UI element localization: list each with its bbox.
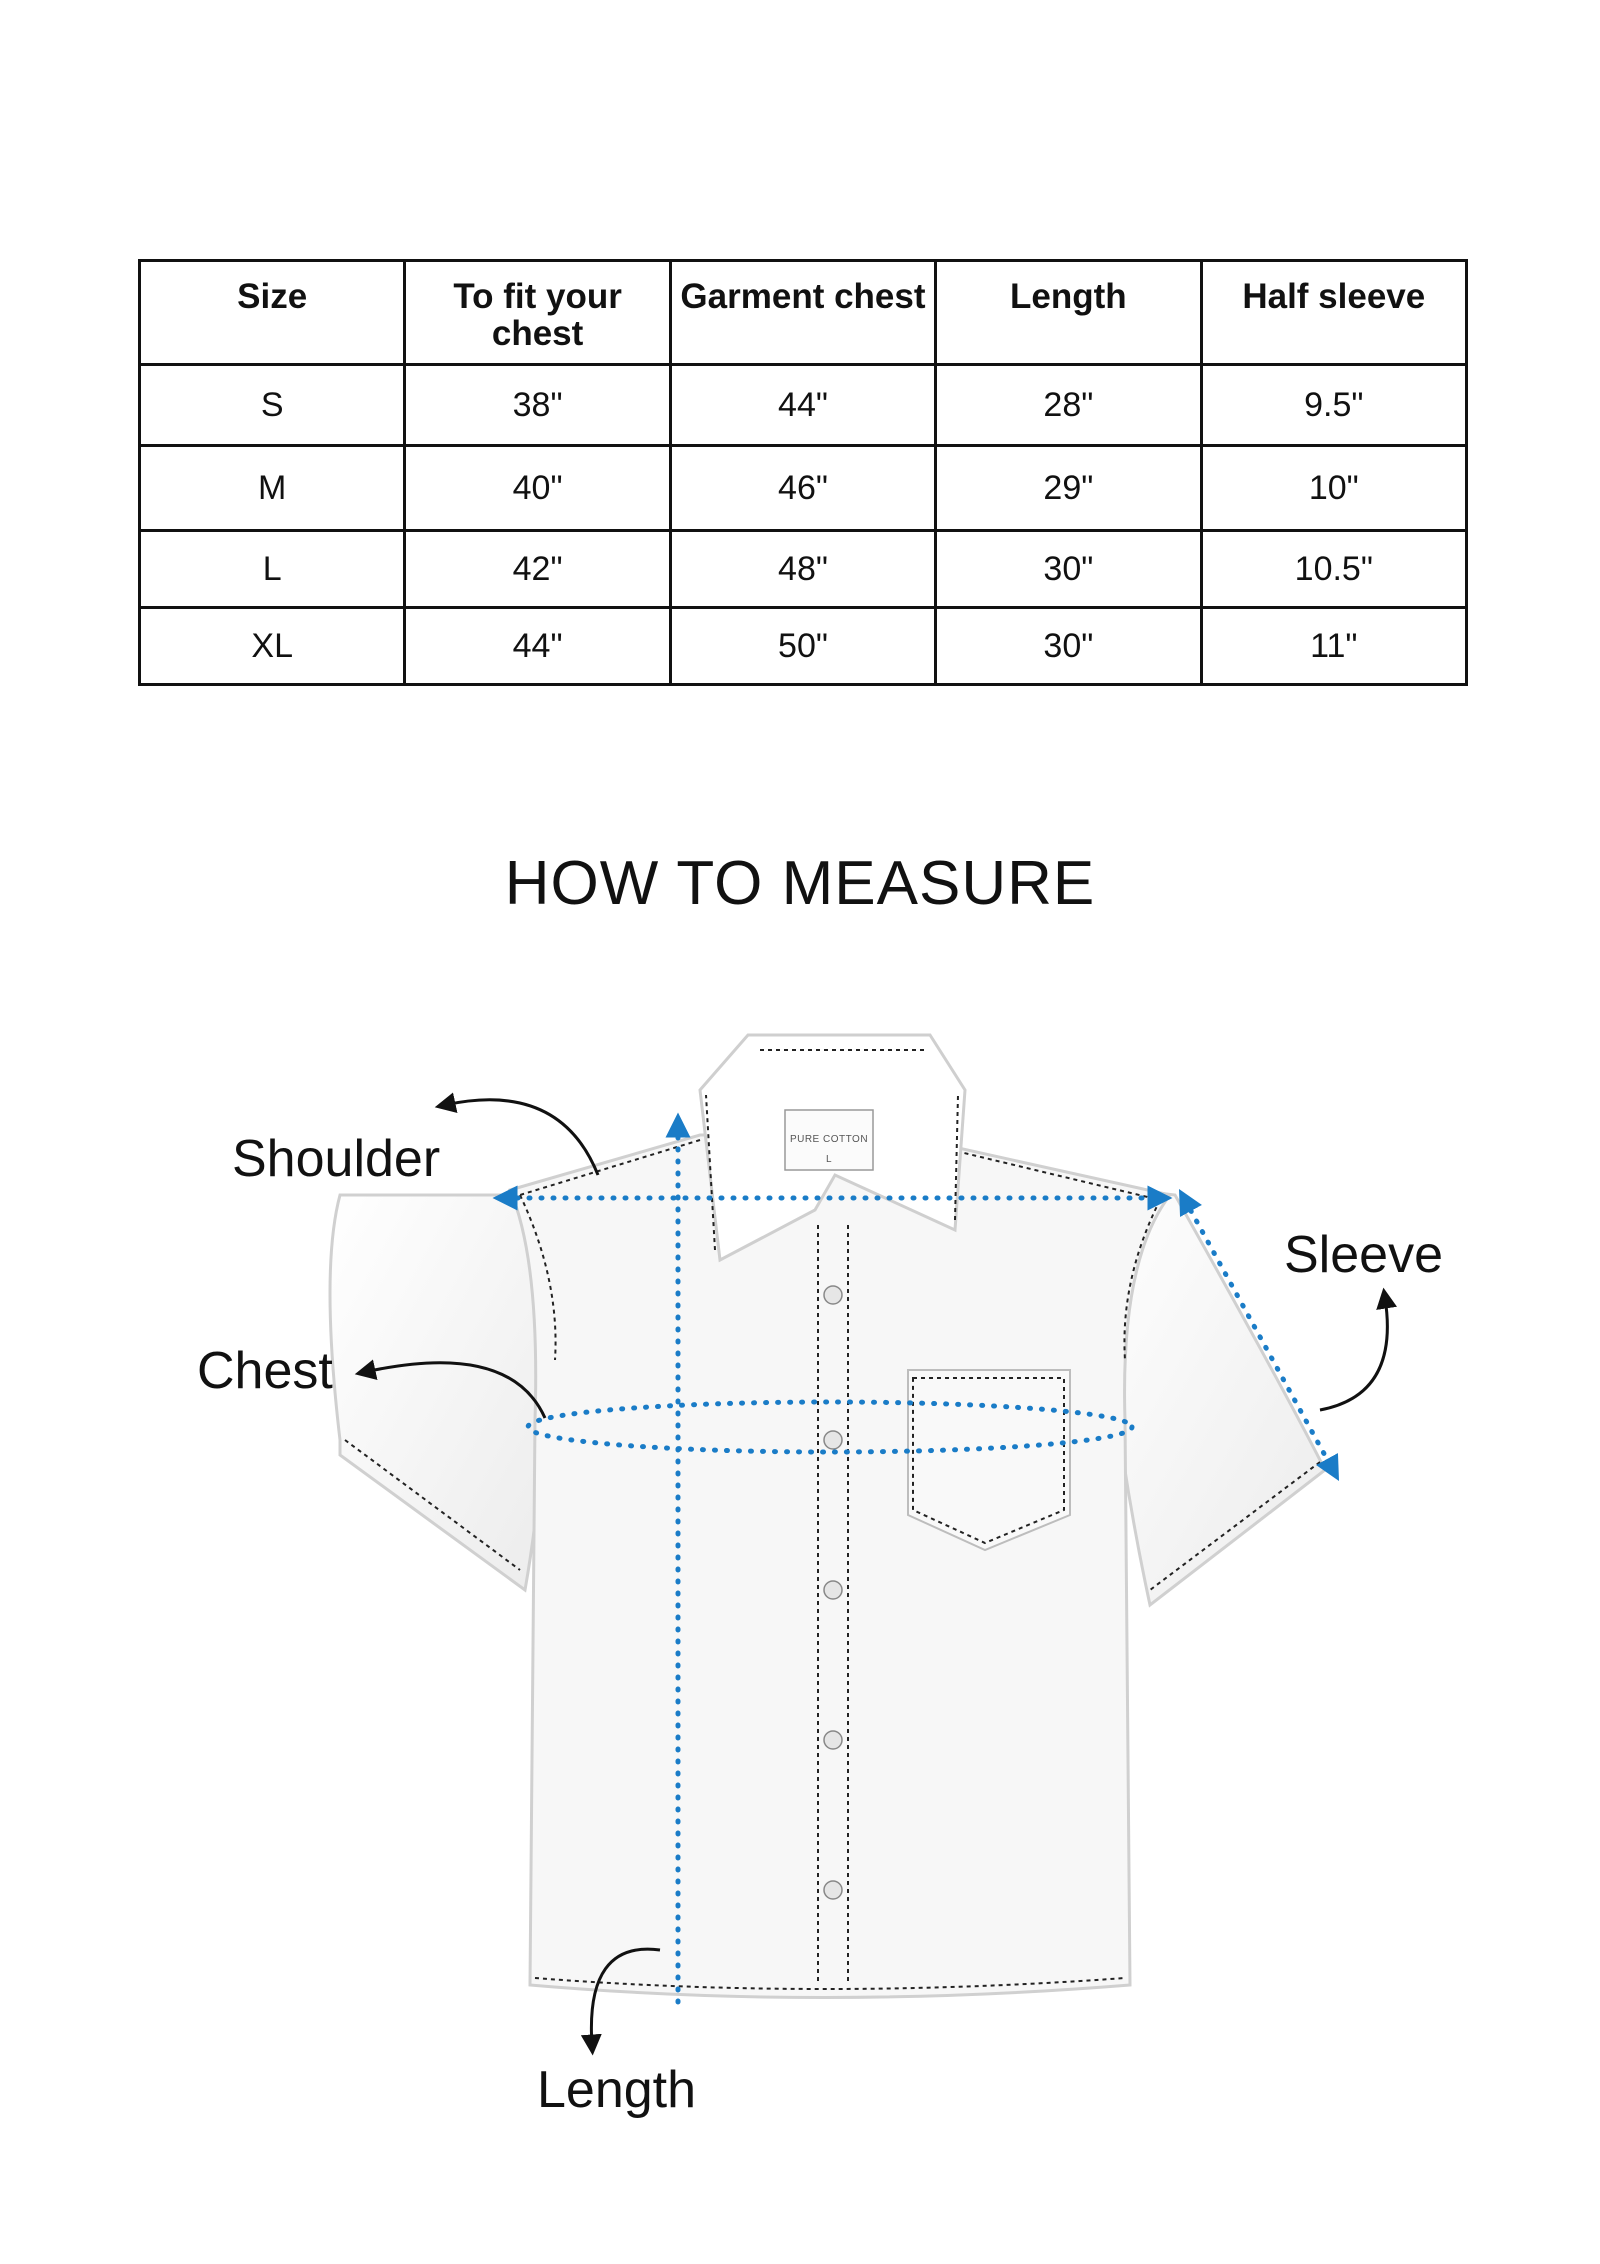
shirt-button: [824, 1731, 842, 1749]
table-cell: 46": [670, 446, 935, 531]
table-cell: 30": [936, 608, 1201, 685]
table-cell: 50": [670, 608, 935, 685]
shirt-button: [824, 1286, 842, 1304]
shirt-body: [510, 1135, 1170, 1998]
table-cell: 28": [936, 365, 1201, 446]
table-cell: 11": [1201, 608, 1466, 685]
shoulder-pointer-icon: [445, 1100, 598, 1175]
table-cell: 48": [670, 531, 935, 608]
table-cell: S: [140, 365, 405, 446]
header-size: Size: [140, 261, 405, 365]
header-half-sleeve: Half sleeve: [1201, 261, 1466, 365]
table-cell: 29": [936, 446, 1201, 531]
tag-brand-text: PURE COTTON: [789, 1134, 869, 1145]
table-cell: 44": [405, 608, 670, 685]
table-cell: 40": [405, 446, 670, 531]
shoulder-label: Shoulder: [232, 1130, 441, 1188]
header-to-fit-chest: To fit your chest: [405, 261, 670, 365]
table-cell: 10.5": [1201, 531, 1466, 608]
table-row: [140, 365, 1467, 446]
shirt-button: [824, 1881, 842, 1899]
chest-label: Chest: [197, 1342, 333, 1400]
size-chart-table: [138, 259, 1468, 686]
table-cell: XL: [140, 608, 405, 685]
table-cell: 9.5": [1201, 365, 1466, 446]
table-cell: 30": [936, 531, 1201, 608]
table-row: [140, 446, 1467, 531]
table-header-row: [140, 261, 1467, 365]
shirt-button: [824, 1581, 842, 1599]
sleeve-label: Sleeve: [1284, 1226, 1443, 1284]
shirt-icon: [330, 1035, 1325, 1998]
chest-pocket: [908, 1370, 1070, 1550]
table-cell: M: [140, 446, 405, 531]
table-cell: 38": [405, 365, 670, 446]
measurement-diagram: [0, 1000, 1600, 2200]
how-to-measure-title: HOW TO MEASURE: [504, 849, 1096, 918]
header-length: Length: [936, 261, 1201, 365]
left-sleeve: [330, 1195, 545, 1590]
sleeve-pointer-icon: [1320, 1298, 1387, 1410]
table-cell: 10": [1201, 446, 1466, 531]
tag-size-text: L: [825, 1154, 833, 1165]
length-label: Length: [537, 2061, 697, 2119]
header-garment-chest: Garment chest: [670, 261, 935, 365]
table-cell: 44": [670, 365, 935, 446]
table-row: [140, 531, 1467, 608]
shirt-button: [824, 1431, 842, 1449]
table-cell: L: [140, 531, 405, 608]
table-row: [140, 608, 1467, 685]
table-cell: 42": [405, 531, 670, 608]
